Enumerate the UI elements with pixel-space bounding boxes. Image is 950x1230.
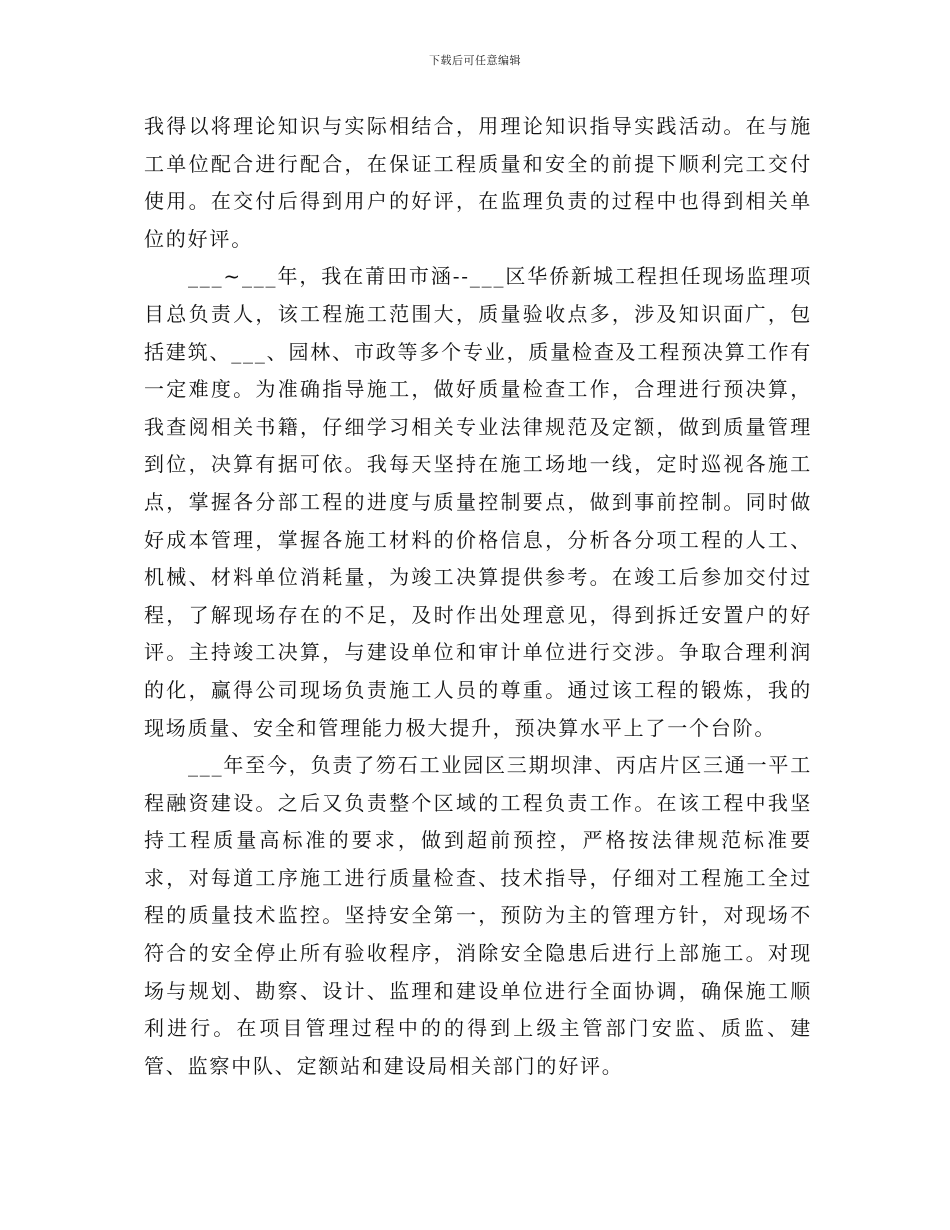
paragraph-1: 我得以将理论知识与实际相结合，用理论知识指导实践活动。在与施工单位配合进行配合，在保证工程质量和安全的前提下顺利完工交付使用。在交付后得到用户的好评，在监理负责的过程中也得到相关单位的好评。: [144, 114, 812, 251]
document-body: [144, 108, 812, 1085]
paragraph-2: ___~___年，我在莆田市涵--___区华侨新城工程担任现场监理项目总负责人，该工程施工范围大，质量验收点多，涉及知识面广，包括建筑、___、园林、市政等多个专业，质量检查及工程预决算工作有一定难度。为准确指导施工，做好质量检查工作，合理进行预决算，我查阅相关书籍，仔细学习相关专业法律规范及定额，做到质量管理到位，决算有据可依。我每天坚持在施工场地一线，定时巡视各施工点，掌握各分部工程的进度与质量控制要点，做到事前控制。同时做好成本管理，掌握各施工材料的价格信息，分析各分项工程的人工、机械、材料单位消耗量，为竣工决算提供参考。在竣工后参加交付过程，了解现场存在的不足，及时作出处理意见，得到拆迁安置户的好评。主持竣工决算，与建设单位和审计单位进行交涉。争取合理利润的化，赢得公司现场负责施工人员的尊重。通过该工程的锻炼，我的现场质量、安全和管理能力极大提升，预决算水平上了一个台阶。: [144, 264, 812, 740]
paragraph-3: ___年至今，负责了笏石工业园区三期坝津、丙店片区三通一平工程融资建设。之后又负责整个区域的工程负责工作。在该工程中我坚持工程质量高标准的要求，做到超前预控，严格按法律规范标准要求，对每道工序施工进行质量检查、技术指导，仔细对工程施工全过程的质量技术监控。坚持安全第一，预防为主的管理方针，对现场不符合的安全停止所有验收程序，消除安全隐患后进行上部施工。对现场与规划、勘察、设计、监理和建设单位进行全面协调，确保施工顺利进行。在项目管理过程中的的得到上级主管部门安监、质监、建管、监察中队、定额站和建设局相关部门的好评。: [144, 753, 812, 1078]
page-header: 下载后可任意编辑: [429, 54, 521, 67]
